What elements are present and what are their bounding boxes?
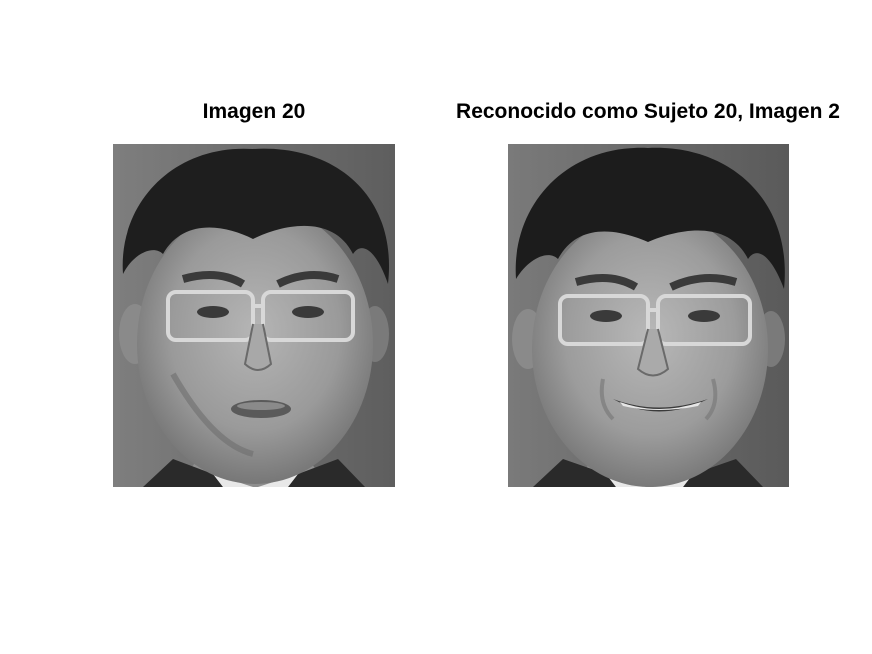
query-face-image xyxy=(113,144,395,487)
face-photo-icon xyxy=(508,144,789,487)
right-image-title: Reconocido como Sujeto 20, Imagen 2 xyxy=(456,100,840,123)
left-image-title: Imagen 20 xyxy=(202,100,306,123)
matched-face-image xyxy=(508,144,789,487)
face-photo-icon xyxy=(113,144,395,487)
